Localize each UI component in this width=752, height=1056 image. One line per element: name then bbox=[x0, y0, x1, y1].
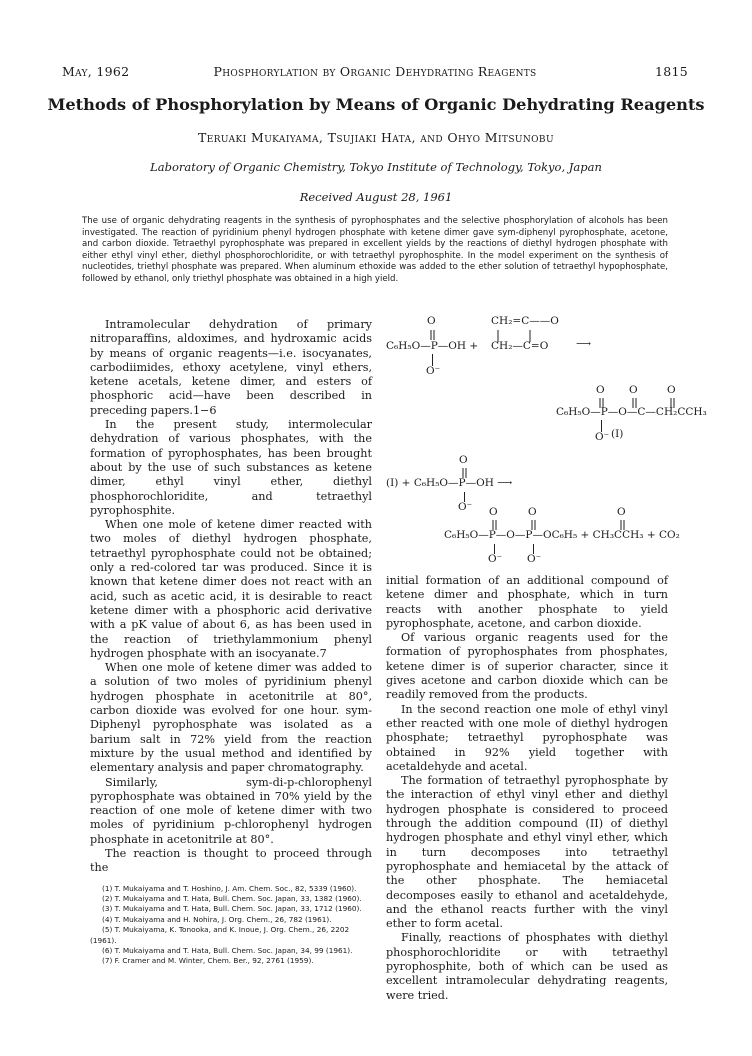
paragraph: In the second reaction one mole of ethyl vinyl ether reacted with one mole of diethyl hydrogen phosphate; tetraethyl pyrophosphate was obtained in 92% yield together with acetaldehyde and acetal. bbox=[386, 702, 668, 773]
oxygen-anion: O⁻ bbox=[527, 553, 542, 565]
oxygen-label: O bbox=[617, 506, 626, 518]
oxygen-label: O bbox=[489, 506, 498, 518]
paragraph: In the present study, intermolecular dehydration of various phosphates, with the formation of pyrophosphates, has been brought about by the use of such substances as ketene dimer, ethyl vinyl ether, diethyl phosphorochloridite, and tetraethyl pyrophosphite. bbox=[90, 418, 372, 517]
footnote: (1) T. Mukaiyama and T. Hoshino, J. Am. Chem. Soc., 82, 5339 (1960). bbox=[102, 883, 357, 893]
footnote: (2) T. Mukaiyama and T. Hata, Bull. Chem. Soc. Japan, 33, 1382 (1960). bbox=[102, 893, 362, 903]
author-list: Teruaki Mukaiyama, Tsujiaki Hata, and Ohyo Mitsunobu bbox=[198, 130, 554, 145]
footnote: (4) T. Mukaiyama and H. Nohira, J. Org. Chem., 26, 782 (1961). bbox=[102, 914, 332, 924]
paragraph: Finally, reactions of phosphates with diethyl phosphorochloridite or with tetraethyl pyrophosphite, both of which can be used as excellent intramolecular dehydrating reagents, were tried. bbox=[386, 931, 668, 1002]
paragraph: When one mole of ketene dimer was added to a solution of two moles of pyridinium phenyl hydrogen phosphate in acetonitrile at 80°, carbon dioxide was evolved for one hour. sym-Diphenyl pyrophosphate was isolated as a barium salt in 72% yield from the reaction mixture by the usual method and identified by elementary analysis and paper chromatography. bbox=[90, 661, 372, 775]
oxygen-label: O bbox=[667, 384, 676, 396]
footnote: (7) F. Cramer and M. Winter, Chem. Ber., 92, 2761 (1959). bbox=[102, 956, 314, 966]
oxygen-label: O bbox=[528, 506, 537, 518]
article-title: Methods of Phosphorylation by Means of Organic Dehydrating Reagents bbox=[47, 95, 705, 114]
right-body bbox=[386, 574, 668, 1003]
paragraph: Of various organic reagents used for the formation of pyrophosphates from phosphates, ketene dimer is of superior character, since it gives acetone and carbon dioxide which can be readily removed from the products. bbox=[386, 631, 668, 702]
running-head bbox=[62, 64, 688, 82]
ketene-dimer-bottom: CH₂—C=O bbox=[491, 340, 549, 352]
reaction-arrow: ⟶ bbox=[576, 338, 592, 350]
paragraph: Intramolecular dehydration of primary nitroparaffins, aldoximes, and hydroxamic acids by means of organic reagents—i.e. isocyanates, carbodiimides, ethoxy acetylene, vinyl ethers, ketene acetals, ketene dimer, and esters of phosphoric acid—have been described in preceding papers.1−6 bbox=[90, 318, 372, 417]
reaction-products: C₆H₅O—P—O—P—OC₆H₅ + CH₃CCH₃ + CO₂ bbox=[444, 529, 680, 541]
reaction-2: (I) + C₆H₅O—P—OH ⟶ bbox=[386, 477, 513, 489]
oxygen-label: O bbox=[596, 384, 605, 396]
received-date: Received August 28, 1961 bbox=[299, 190, 453, 204]
running-head-title: Phosphorylation by Organic Dehydrating Reagents bbox=[213, 64, 537, 79]
right-column bbox=[386, 574, 668, 1003]
running-head-date: May, 1962 bbox=[62, 64, 130, 79]
paragraph: When one mole of ketene dimer reacted with two moles of diethyl hydrogen phosphate, tetraethyl pyrophosphate could not be obtained; only a red-colored tar was produced. Since it is known that ketene dimer does not react with an acid, such as acetic acid, it is desirable to react ketene dimer with a phosphoric acid derivative with a pK value of about 6, as has been used in the reaction of triethylammonium phenyl hydrogen phosphate with an isocyanate.7 bbox=[90, 518, 372, 660]
page-number: 1815 bbox=[654, 64, 688, 79]
oxygen-anion: O⁻ bbox=[458, 501, 473, 513]
affiliation: Laboratory of Organic Chemistry, Tokyo Institute of Technology, Tokyo, Japan bbox=[150, 160, 602, 174]
paragraph: initial formation of an additional compound of ketene dimer and phosphate, which in turn reacts with another phosphate to yield pyrophosphate, acetone, and carbon dioxide. bbox=[386, 574, 668, 630]
abstract: The use of organic dehydrating reagents in the synthesis of pyrophosphates and the selective phosphorylation of alcohols has been investigated. The reaction of pyridinium phenyl hydrogen phosphate with ketene dimer gave sym-diphenyl pyrophosphate, acetone, and carbon dioxide. Tetraethyl pyrophosphate was prepared in excellent yields by the reactions of diethyl hydrogen phosphate with either ethyl vinyl ether, diethyl phosphorochloridite, or with tetraethyl pyrophosphite. In the model experiment on the synthesis of nucleotides, triethyl phosphate was prepared. When aluminum ethoxide was added to the ether solution of tetraethyl hypophosphate, followed by ethanol, only triethyl phosphate was obtained in a high yield. bbox=[82, 216, 668, 284]
oxygen-anion: O⁻ bbox=[488, 553, 503, 565]
ketene-dimer-top: CH₂=C——O bbox=[491, 315, 559, 327]
oxygen-label: O bbox=[629, 384, 638, 396]
left-body bbox=[90, 318, 372, 876]
reaction-scheme bbox=[386, 308, 707, 570]
intermediate-I: C₆H₅O—P—O—C—CH₂CCH₃ bbox=[556, 406, 707, 418]
phenyl-phosphate: C₆H₅O—P—OH + bbox=[386, 340, 479, 352]
footnotes bbox=[90, 884, 372, 967]
oxygen-anion: O⁻ bbox=[595, 431, 610, 443]
footnote: (3) T. Mukaiyama and T. Hata, Bull. Chem. Soc. Japan, 33, 1712 (1960). bbox=[102, 904, 362, 914]
oxygen-label: O bbox=[459, 454, 468, 466]
oxygen-label: O bbox=[427, 315, 436, 327]
paragraph: The reaction is thought to proceed through the bbox=[90, 846, 372, 875]
oxygen-anion: O⁻ bbox=[426, 365, 441, 377]
paragraph: Similarly, sym-di-p-chlorophenyl pyrophosphate was obtained in 70% yield by the reaction of one mole of ketene dimer with two moles of pyridinium p-chlorophenyl hydrogen phosphate in acetonitrile at 80°. bbox=[90, 775, 372, 846]
paragraph: The formation of tetraethyl pyrophosphate by the interaction of ethyl vinyl ether and diethyl hydrogen phosphate is considered to proceed through the addition compound (II) of diethyl hydrogen phosphate and ethyl vinyl ether, which in turn decomposes into tetraethyl pyrophosphate and hemiacetal by the attack of the other phosphate. The hemiacetal decomposes easily to ethanol and acetaldehyde, and the ethanol reacts further with the vinyl ether to form acetal. bbox=[386, 774, 668, 931]
left-column bbox=[90, 318, 372, 967]
compound-label-I: (I) bbox=[611, 428, 624, 440]
footnote: (5) T. Mukaiyama, K. Tonooka, and K. Inoue, J. Org. Chem., 26, 2202 (1961). bbox=[90, 925, 350, 945]
footnote: (6) T. Mukaiyama and T. Hata, Bull. Chem. Soc. Japan, 34, 99 (1961). bbox=[102, 946, 353, 956]
